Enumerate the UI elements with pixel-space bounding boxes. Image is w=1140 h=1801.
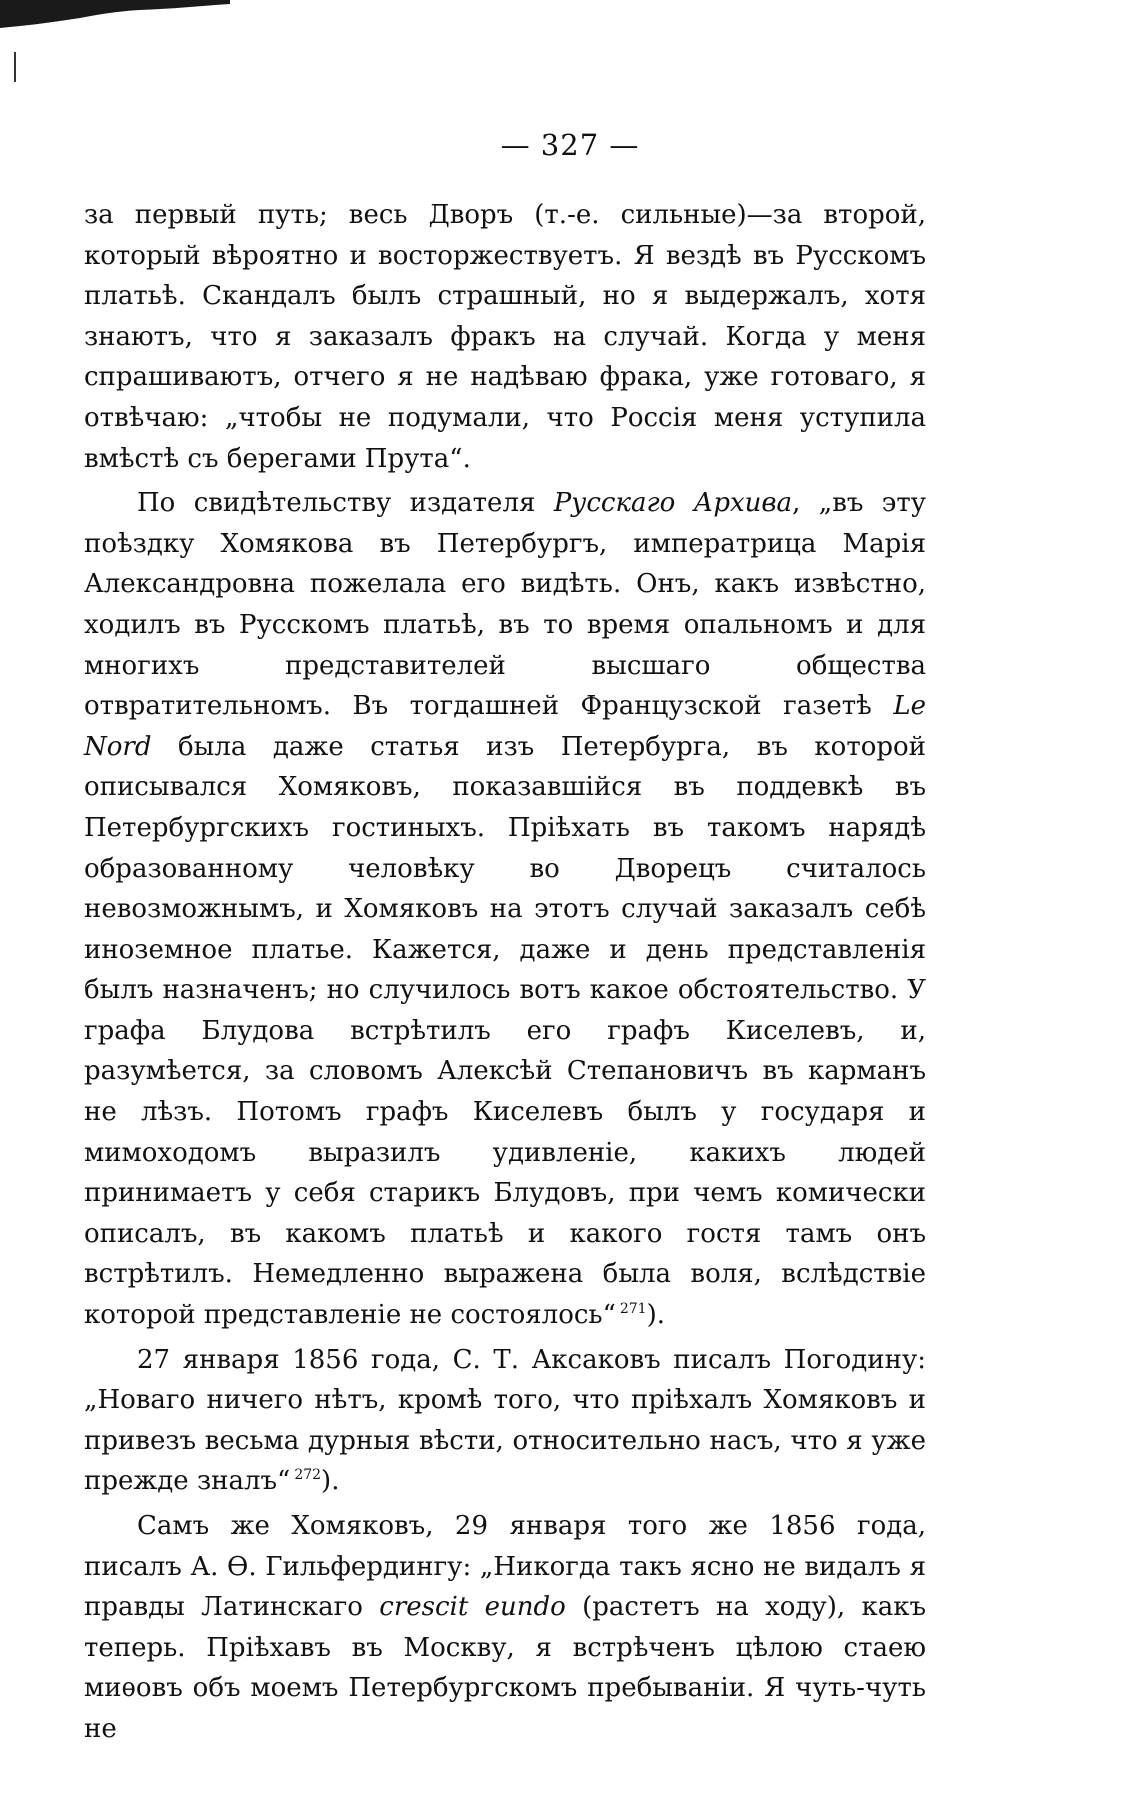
text-segment: была даже статья изъ Петербурга, въ которой описывался Хомяковъ, показавшійся въ поддевкѣ въ Петербургскихъ гостиныхъ. Пріѣхать въ такомъ нарядѣ образованному человѣку во Дворецъ считалось невозможнымъ, и Хомяковъ на этотъ случай заказалъ себѣ иноземное платье. Кажется, даже и день представленія былъ назначенъ; но случилось вотъ какое обстоятельство. У графа Блудова встрѣтилъ его графъ Киселевъ, и, разумѣется, за словомъ Алексѣй Степановичъ въ карманъ не лѣзъ. Потомъ графъ Киселевъ былъ у государя и мимоходомъ выразилъ удивленіе, какихъ людей принимаетъ у себя старикъ Блудовъ, при чемъ комически описалъ, въ какомъ платьѣ и какого гостя тамъ онъ встрѣтилъ. Немедленно выражена была воля, вслѣдствіе которой представленіе не состоялось“ (84, 731, 926, 1331)
text-segment: , „въ эту поѣздку Хомякова въ Петербургъ, императрица Марія Александровна пожелала его видѣть. Онъ, какъ извѣстно, ходилъ въ Русскомъ платьѣ, въ то время опальномъ и для многихъ представителей высшаго общества отвратительномъ. Въ тогдашней Французской газетѣ (84, 488, 927, 722)
text-segment: По свидѣтельству издателя (137, 488, 554, 519)
paragraph-4 (84, 1506, 926, 1750)
text-segment: ). (321, 1466, 340, 1497)
scan-edge-line (14, 52, 16, 82)
footnote-ref-271: 271 (619, 1301, 647, 1318)
latin-phrase: crescit eundo (379, 1592, 566, 1623)
paragraph-3 (84, 1340, 926, 1502)
newspaper-title-le-nord: Le Nord (84, 691, 926, 762)
text-segment: 27 января 1856 года, С. Т. Аксаковъ писалъ Погодину: „Новаго ничего нѣтъ, кромѣ того, что пріѣхалъ Хомяковъ и привезъ весьма дурныя вѣсти, относительно насъ, что я уже прежде зналъ“ (84, 1344, 926, 1497)
text-segment: ). (646, 1300, 666, 1331)
text-segment: (растетъ на ходу), какъ теперь. Пріѣхавъ въ Москву, я встрѣченъ цѣлою стаею миѳовъ объ моемъ Петербургскомъ пребываніи. Я чуть-чуть не (84, 1592, 926, 1744)
text-segment: за первый путь; весь Дворъ (т.-е. сильные)—за второй, который вѣроятно и восторжествуетъ. Я вездѣ въ Русскомъ платьѣ. Скандалъ былъ страшный, но я выдержалъ, хотя знаютъ, что я заказалъ фракъ на случай. Когда у меня спрашиваютъ, отчего я не надѣваю фрака, уже готоваго, я отвѣчаю: „чтобы не подумали, что Россія меня уступила вмѣстѣ съ берегами Прута“. (84, 200, 926, 474)
journal-title-russkiy-arkhiv: Русскаго Архива (553, 488, 793, 519)
text-segment: Самъ же Хомяковъ, 29 января того же 1856 года, писалъ А. Ѳ. Гильфердингу: „Никогда такъ ясно не видалъ я правды Латинскаго (84, 1511, 926, 1623)
footnote-ref-272: 272 (294, 1467, 322, 1484)
text-body (84, 195, 926, 1754)
paragraph-2 (84, 483, 926, 1335)
paragraph-1 (84, 195, 926, 479)
page-number: — 327 — (500, 128, 640, 162)
scan-edge-mark (0, 0, 230, 30)
